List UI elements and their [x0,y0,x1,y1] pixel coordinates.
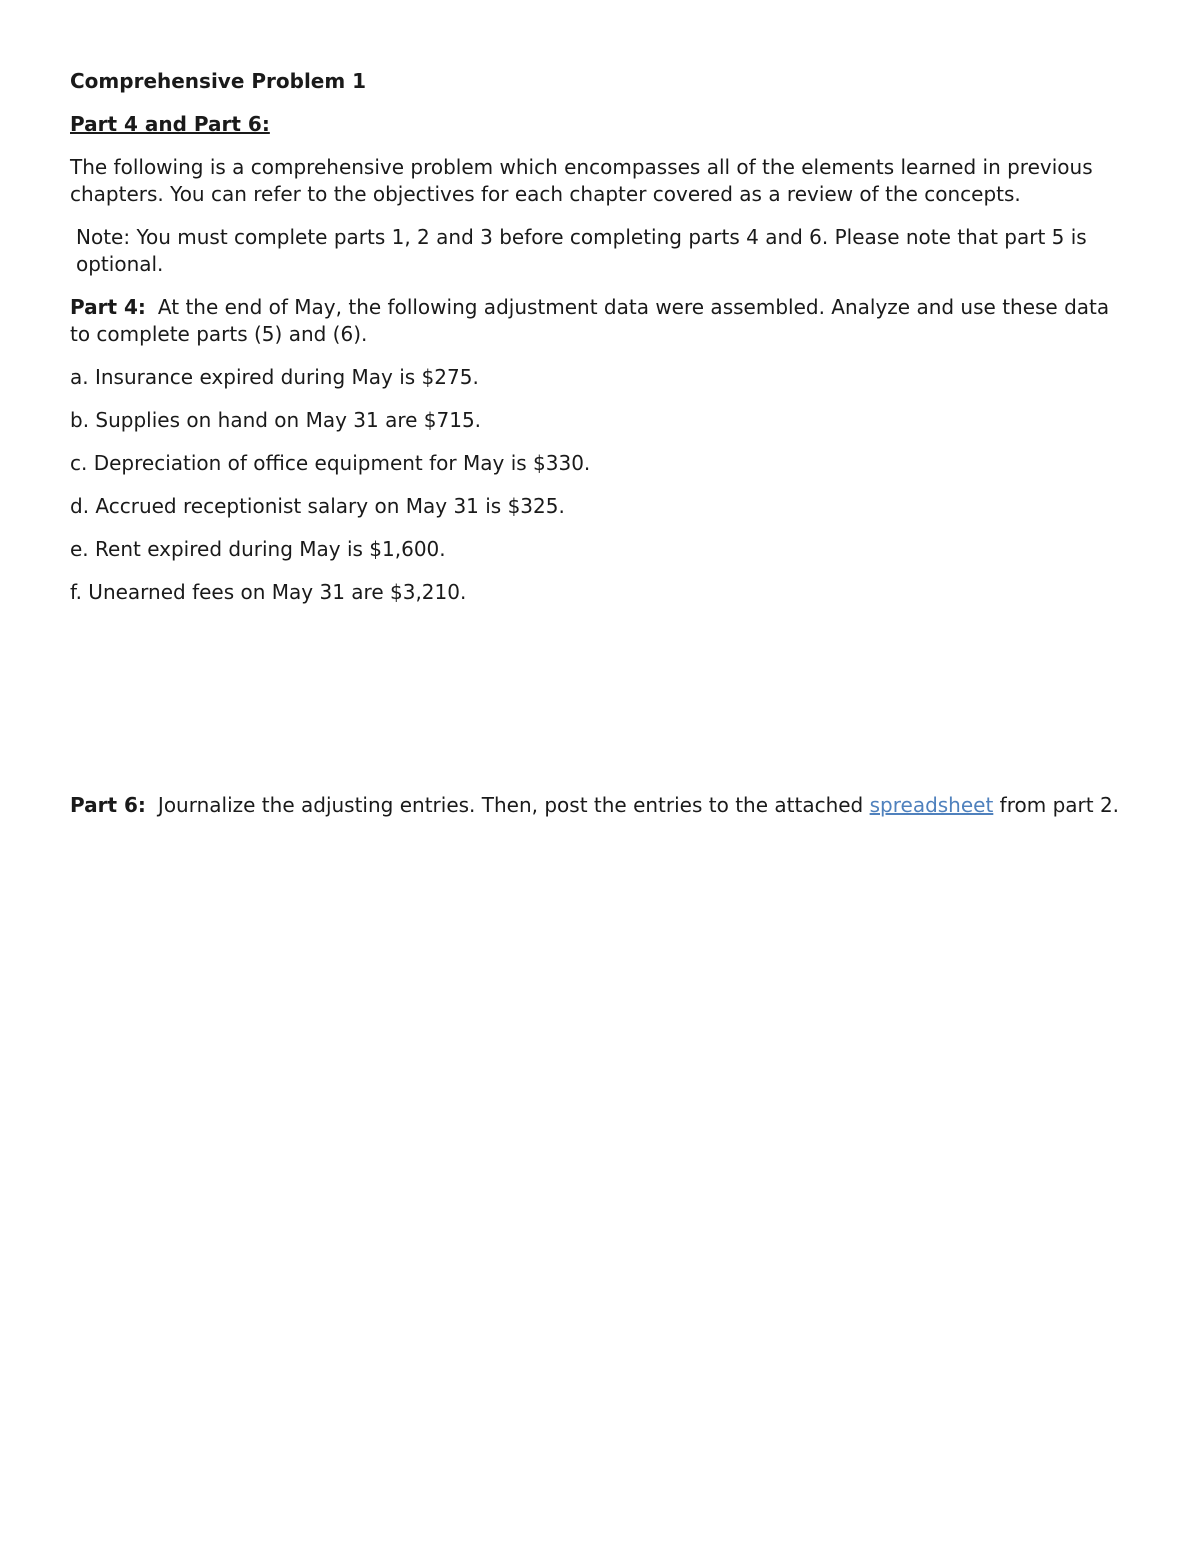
part4-text: At the end of May, the following adjustment data were assembled. Analyze and use these data to complete parts (5) and (6). [70,295,1110,346]
adjustment-item-b: b. Supplies on hand on May 31 are $715. [70,408,482,432]
adjustment-item-e: e. Rent expired during May is $1,600. [70,537,446,561]
part4-label: Part 4: [70,295,146,319]
adjustment-item-d: d. Accrued receptionist salary on May 31 is $325. [70,494,565,518]
blank-space [70,622,1135,792]
document-subtitle: Part 4 and Part 6: [70,112,270,136]
part6-paragraph [70,792,1135,819]
note-paragraph: Note: You must complete parts 1, 2 and 3 before completing parts 4 and 6. Please note that part 5 is optional. [76,225,1087,276]
part6-text-after: from part 2. [999,793,1120,817]
document-title: Comprehensive Problem 1 [70,69,367,93]
adjustment-item-c: c. Depreciation of office equipment for May is $330. [70,451,591,475]
intro-paragraph: The following is a comprehensive problem which encompasses all of the elements learned in previous chapters. You can refer to the objectives for each chapter covered as a review of the concepts. [70,155,1093,206]
document-page [70,68,1135,835]
part4-paragraph [70,294,1135,348]
adjustment-item-a: a. Insurance expired during May is $275. [70,365,479,389]
adjustment-item-f: f. Unearned fees on May 31 are $3,210. [70,580,467,604]
spreadsheet-link[interactable]: spreadsheet [869,793,994,817]
part6-label: Part 6: [70,793,146,817]
part6-text-before: Journalize the adjusting entries. Then, post the entries to the attached [157,793,864,817]
